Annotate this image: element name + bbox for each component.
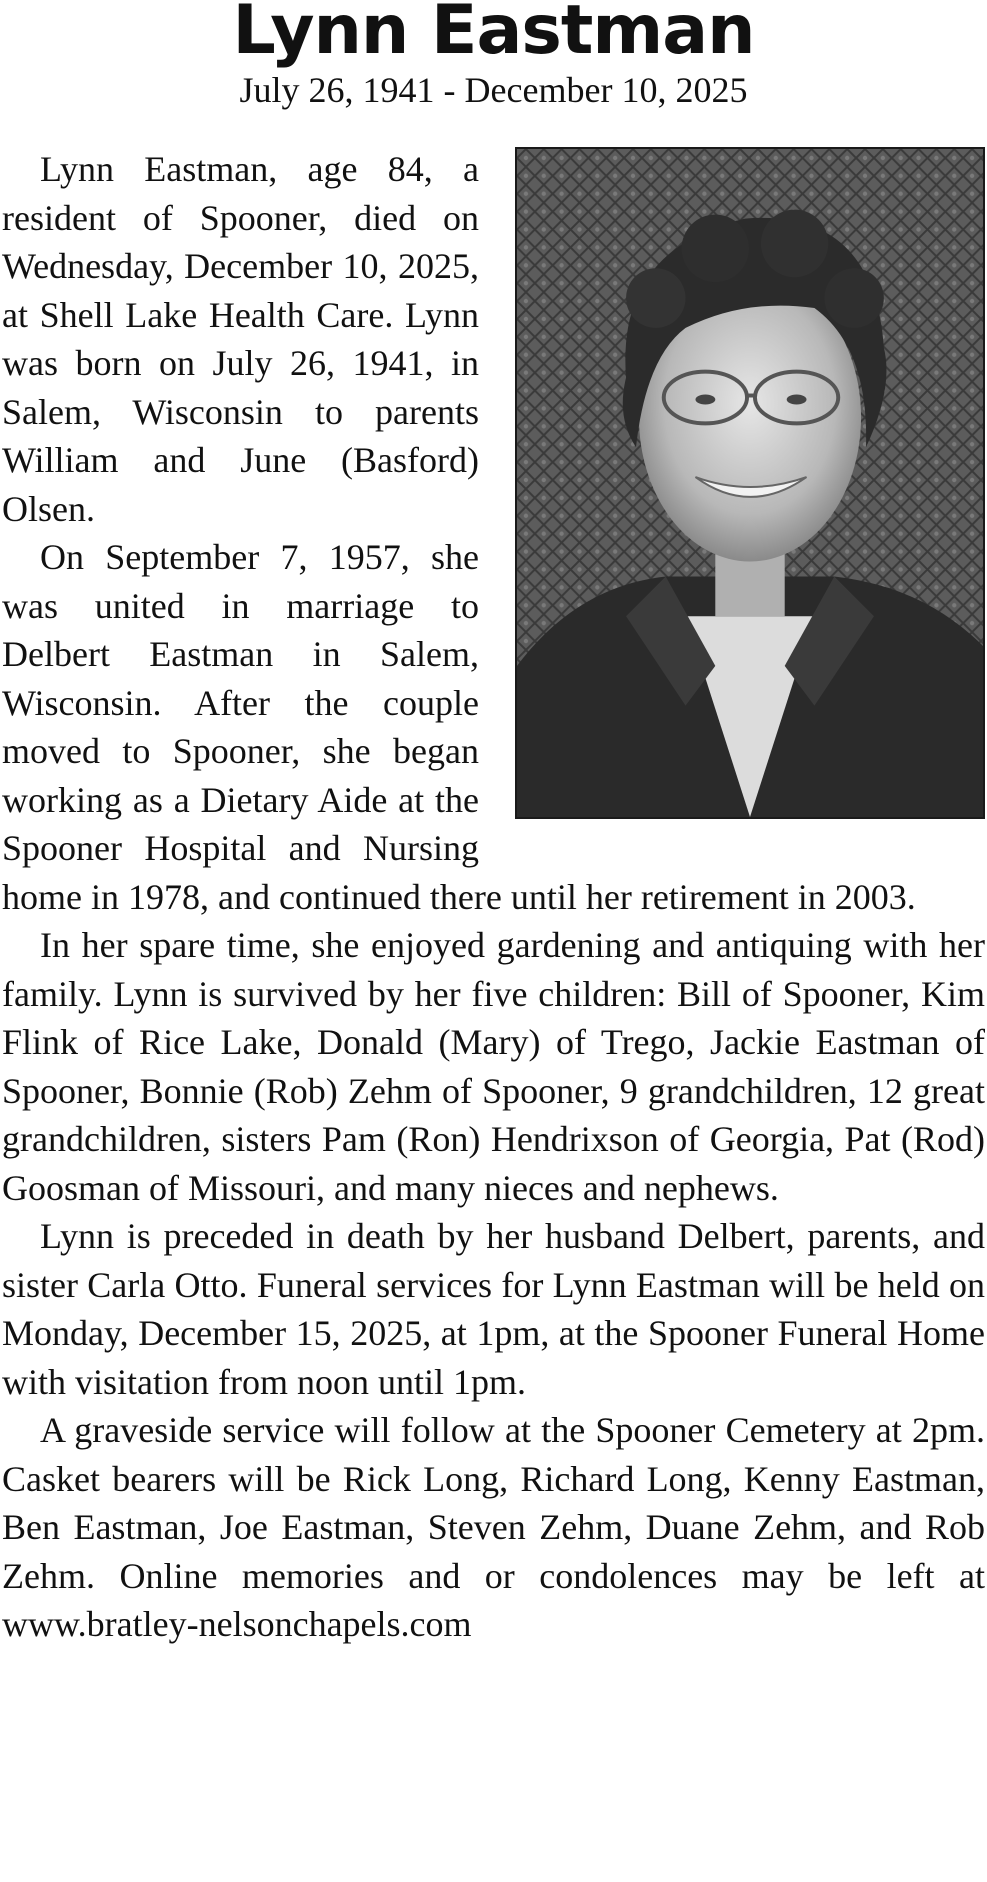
- paragraph-1: Lynn Eastman, age 84, a resident of Spooner, died on Wednesday, December 10, 2025, at Shell Lake Health Care. Lynn was born on July 26, 1941, in Salem, Wisconsin to parents William and June (Basford) Olsen.: [2, 149, 479, 529]
- life-dates: July 26, 1941 - December 10, 2025: [239, 70, 748, 110]
- paragraph-5: A graveside service will follow at the Spooner Cemetery at 2pm. Casket bearers will be Rick Long, Richard Long, Kenny Eastman, Ben Eastman, Joe Eastman, Steven Zehm, Duane Zehm, and Rob Zehm. Online memories and or condolences may be left at www.bratley-nelsonchapels.com: [2, 1410, 985, 1644]
- paragraph-2: On September 7, 1957, she was united in marriage to Delbert Eastman in Salem, Wisconsin. After the couple moved to Spooner, she began working as a Dietary Aide at the Spooner Hospital and Nursing home in 1978, and continued there until her retirement in 2003.: [2, 537, 916, 917]
- page-title: Lynn Eastman: [232, 0, 755, 70]
- paragraph-3: In her spare time, she enjoyed gardening and antiquing with her family. Lynn is survived by her five children: Bill of Spooner, Kim Flink of Rice Lake, Donald (Mary) of Trego, Jackie Eastman of Spooner, Bonnie (Rob) Zehm of Spooner, 9 grandchildren, 12 great grandchildren, sisters Pam (Ron) Hendrixson of Georgia, Pat (Rod) Goosman of Missouri, and many nieces and nephews.: [2, 925, 985, 1208]
- portrait-photo-icon: [515, 147, 985, 819]
- obituary-body: [2, 145, 985, 1649]
- paragraph-4: Lynn is preceded in death by her husband Delbert, parents, and sister Carla Otto. Funeral services for Lynn Eastman will be held on Monday, December 15, 2025, at 1pm, at the Spooner Funeral Home with visitation from noon until 1pm.: [2, 1216, 985, 1402]
